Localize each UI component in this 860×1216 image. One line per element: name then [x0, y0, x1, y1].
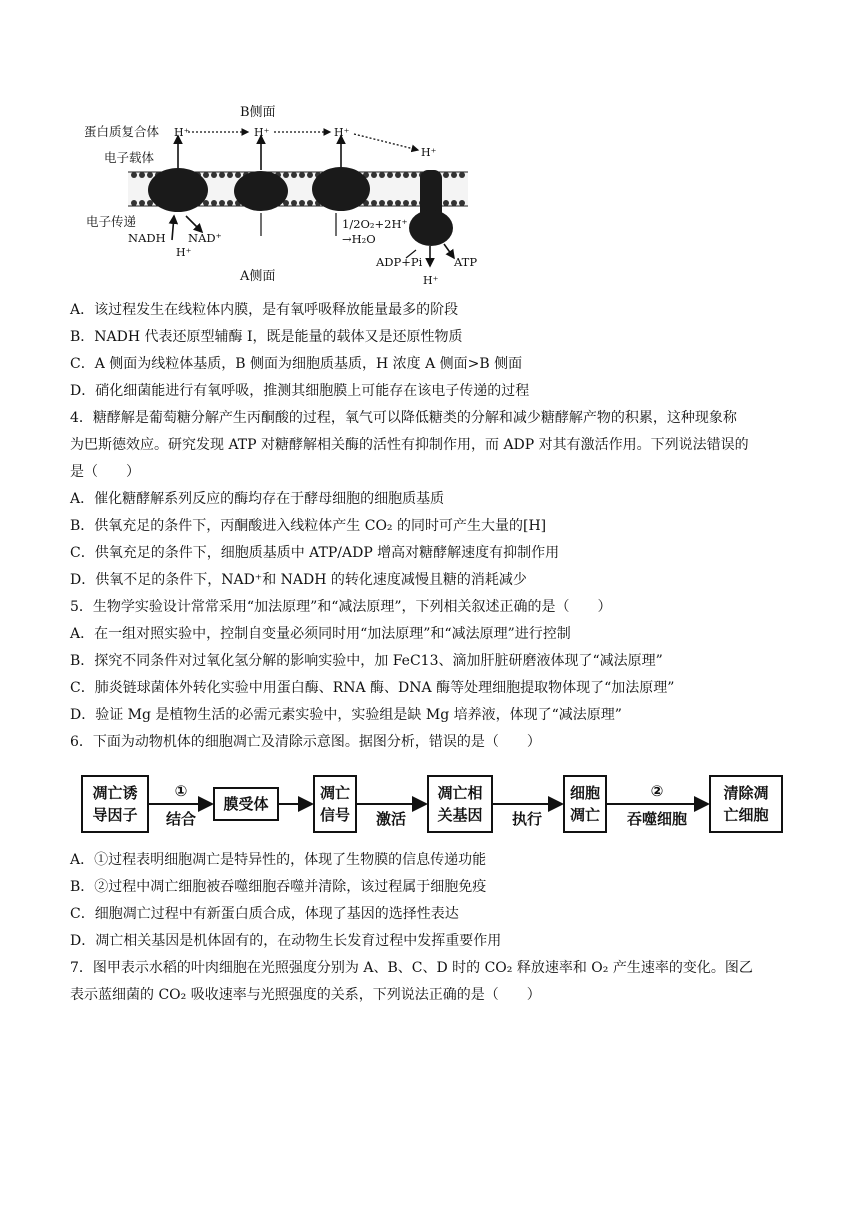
protein-complex-1	[148, 168, 208, 212]
q3-option-a: A．该过程发生在线粒体内膜，是有氧呼吸释放能量最多的阶段	[70, 302, 459, 318]
electron-transfer-label: 电子传递	[86, 214, 137, 229]
box-apoptosis-inducer-line-2: 导因子	[92, 806, 138, 824]
box-cell-apoptosis-line-2: 凋亡	[569, 806, 601, 824]
q3-option-d: D．硝化细菌能进行有氧呼吸，推测其细胞膜上可能存在该电子传递的过程	[70, 383, 530, 399]
step-1-label: 结合	[165, 810, 197, 828]
step-1-number: ①	[174, 782, 188, 800]
q4-stem-line-2: 为巴斯德效应。研究发现 ATP 对糖酵解相关酶的活性有抑制作用，而 ADP 对其有激活作用。下列说法错误的	[70, 437, 749, 453]
box-apoptosis-genes-line-1: 凋亡相	[437, 784, 483, 802]
nadh-label: NADH	[128, 231, 166, 245]
box-apoptosis-signal-line-1: 凋亡	[319, 784, 351, 802]
q6-option-a: A．①过程表明细胞凋亡是特异性的，体现了生物膜的信息传递功能	[70, 852, 487, 868]
q4-option-c: C．供氧充足的条件下，细胞质基质中 ATP/ADP 增高对糖酵解速度有抑制作用	[70, 545, 560, 561]
q3-option-b: B．NADH 代表还原型辅酶 I，既是能量的载体又是还原性物质	[70, 329, 463, 345]
h-label-2: H⁺	[254, 126, 270, 139]
q5-option-a: A．在一组对照实验中，控制自变量必须同时用“加法原理”和“减法原理”进行控制	[70, 626, 571, 642]
q5-stem: 5．生物学实验设计常常采用“加法原理”和“减法原理”，下列相关叙述正确的是（ ）	[70, 599, 612, 615]
q7-stem-line-2: 表示蓝细菌的 CO₂ 吸收速率与光照强度的关系，下列说法正确的是（ ）	[70, 987, 541, 1003]
box-apoptosis-inducer-line-1: 凋亡诱	[92, 784, 138, 802]
q5-option-d: D．验证 Mg 是植物生活的必需元素实验中，实验组是缺 Mg 培养液，体现了“减法原理”	[70, 707, 622, 723]
box-clear-apoptotic-cells-line-2: 亡细胞	[723, 806, 769, 824]
q5-option-b: B．探究不同条件对过氧化氢分解的影响实验中，加 FeC13、滴加肝脏研磨液体现了“减法原理”	[70, 653, 663, 669]
adp-pi-label: ADP+Pi	[376, 255, 423, 269]
q5-option-c: C．肺炎链球菌体外转化实验中用蛋白酶、RNA 酶、DNA 酶等处理细胞提取物体现了“加法原理”	[70, 680, 675, 696]
water-reaction-label-2: →H₂O	[342, 232, 376, 246]
execute-label: 执行	[511, 810, 543, 828]
h-label-3: H⁺	[334, 126, 350, 139]
q6-option-d: D．凋亡相关基因是机体固有的，在动物生长发育过程中发挥重要作用	[70, 933, 502, 949]
a-side-label: A侧面	[240, 269, 276, 284]
q6-option-c: C．细胞凋亡过程中有新蛋白质合成，体现了基因的选择性表达	[70, 906, 459, 922]
q7-stem-line-1: 7．图甲表示水稻的叶肉细胞在光照强度分别为 A、B、C、D 时的 CO₂ 释放速率和 O₂ 产生速率的变化。图乙	[70, 960, 753, 976]
q4-option-d: D．供氧不足的条件下，NAD⁺和 NADH 的转化速度减慢且糖的消耗减少	[70, 572, 527, 588]
q3-option-c: C．A 侧面为线粒体基质，B 侧面为细胞质基质，H 浓度 A 侧面>B 侧面	[70, 356, 523, 372]
h-label-4: H⁺	[421, 146, 437, 159]
protein-complex-label: 蛋白质复合体	[84, 124, 160, 139]
h-label-5: H⁺	[176, 246, 192, 259]
box-clear-apoptotic-cells-line-1: 清除凋	[723, 784, 769, 802]
box-apoptosis-genes-line-2: 关基因	[437, 806, 483, 824]
q4-stem-line-1: 4．糖酵解是葡萄糖分解产生丙酮酸的过程，氧气可以降低糖类的分解和减少糖酵解产物的积累，这种现象称	[70, 410, 737, 426]
protein-complex-3	[312, 167, 370, 211]
q4-stem-line-3: 是（ ）	[70, 464, 140, 480]
water-reaction-label-1: 1/2O₂+2H⁺	[342, 217, 408, 231]
q4-option-b: B．供氧充足的条件下，丙酮酸进入线粒体产生 CO₂ 的同时可产生大量的[H]	[70, 518, 547, 534]
box-apoptosis-signal-line-2: 信号	[319, 806, 351, 824]
apoptosis-flow-diagram	[80, 768, 786, 840]
step-2-number: ②	[650, 782, 664, 800]
electron-carrier-label: 电子载体	[104, 150, 155, 165]
q4-option-a: A．催化糖酵解系列反应的酶均存在于酵母细胞的细胞质基质	[70, 491, 445, 507]
step-2-label: 吞噬细胞	[626, 810, 688, 828]
protein-complex-2	[234, 171, 288, 211]
h-label-1: H⁺	[174, 126, 190, 139]
electron-transport-diagram	[78, 98, 498, 294]
q6-option-b: B．②过程中凋亡细胞被吞噬细胞吞噬并清除，该过程属于细胞免疫	[70, 879, 487, 895]
atp-label: ATP	[454, 255, 478, 269]
activate-label: 激活	[375, 810, 407, 828]
box-cell-apoptosis-line-1: 细胞	[569, 784, 601, 802]
nad-plus-label: NAD⁺	[188, 231, 222, 245]
b-side-label: B侧面	[240, 105, 276, 120]
h-label-6: H⁺	[423, 274, 439, 287]
q6-stem: 6．下面为动物机体的细胞凋亡及清除示意图。据图分析，错误的是（ ）	[70, 734, 541, 750]
box-membrane-receptor-label: 膜受体	[223, 795, 269, 813]
